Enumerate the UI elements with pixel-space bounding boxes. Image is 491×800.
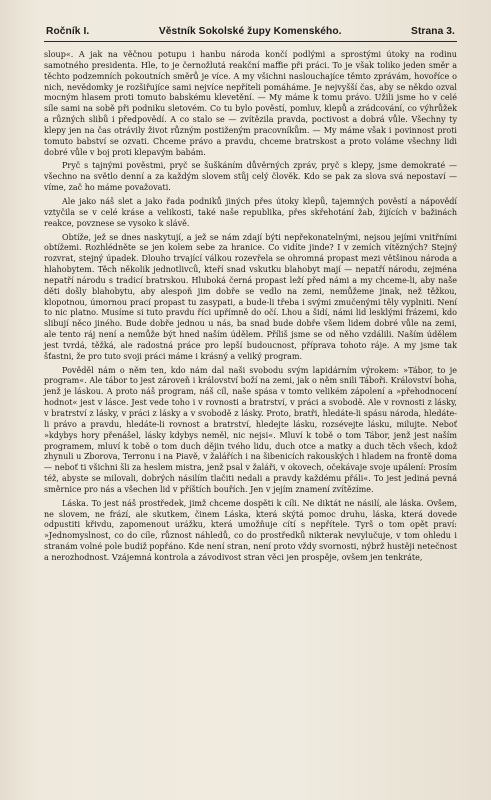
paragraph-3: Ale jako náš slet a jako řada podniků jiných přes útoky klepů, tajemných pověstí a nápovědí vztyčila se v celé kráse a velikosti, také naše republika, přes skřehotání žab, žijících v bažinách reakce, povznese se vysoko k slávě. — [44, 196, 457, 228]
volume-label: Ročník I. — [46, 26, 90, 37]
page-number: Strana 3. — [411, 26, 455, 37]
paragraph-2: Pryč s tajnými pověstmi, pryč se šuškáním důvěrných zpráv, pryč s klepy, jsme demokraté — všechno na světlo denní a za každým slovem stůj celý člověk. Kdo se pak za slova svá nepostaví — víme, zač ho máme považovati. — [44, 161, 457, 193]
journal-title: Věstník Sokolské župy Komenského. — [158, 26, 342, 37]
paragraph-1: sloup«. A jak na věčnou potupu i hanbu národa končí podlými a sprostými útoky na rodinu samotného presidenta. Hle, to je černožlutá reakční maffie při práci. To je však toliko jeden směr a těchto podzemních pokoutních směrů je více. A my všichni naslouchajíce těmto zprávám, hovoříce o nich, nevědomky je rozšiřujíce sami nejvíce nepříteli pomáháme. Je nejvyšší čas, aby se někdo ozval mocným hlasem proti tomuto babskému klevetění. — My máme k tomu právo. Užili jsme ho v celé síle sami na sobě při podniku sletovém. Co tu bylo pověstí, pomluv, klepů a zrádcování, co výhrůžek a různých slibů i předpovědí. A co stalo se — zvítězila pravda, poctivost a dobrá vůle. Všechny ty klepy jen na čas otrávily život různým postiženým pracovníkům. — My máme však i povinnost proti tomuto babství se ozvati. Chceme právo a pravdu, chceme bratrskost a proto voláme všechny lidi dobré vůle v boj proti klepavým babám. — [44, 50, 457, 157]
article-body — [44, 50, 457, 564]
paragraph-5: Pověděl nám o něm ten, kdo nám dal naši svobodu svým lapidárním výrokem: »Tábor, to je program«. Ale tábor to jest zároveň i království boží na zemi, jak o něm snili Táboři. Království boha, jenž je láskou. A proto náš program, náš cíl, naše spása v tomto velikém zápolení a »přehodnocení hodnot« jest v lásce. Jest vede toho i v rovnosti a bratrství, v práci a svobodě. Ale v rovnosti z lásky, v bratrství z lásky, v práci z lásky a v svobodě z lásky. Proto, bratři, hledáte-li spásu národa, hledáte-li právo a pravdu, hledáte-li rovnost a bratrství, hledejte lásku, rozsévejte lásku, milujte. Neboť »kdybys hory přenášel, lásky kdybys neměl, nic nejsi«. Mluví k tobě o tom Tábor, jenž jest naším programem, mluví k tobě o tom duch dějin tvého lidu, duch otce a matky a duch těch všech, kdož zhynuli u Zborova, Terronu i na Piavě, v žalářích i na šibenicích rakouských i hladem na frontě doma — neboť ti všichni šli za heslem mistra, jenž psal v žaláři, v okovech, očekávaje svoje upálení: Prosím též, abyste se milovali, dobrých násilím tlačiti nedali a pravdy každému přáli«. To jest jediná pevná směrnice pro nás a všechen lid v příštích bouřích. Jen v jejím znamení zvítězíme. — [44, 365, 457, 494]
paragraph-4: Obtíže, jež se dnes naskytují, a jež se nám zdají býti nepřekonatelnými, nejsou jejími vnitřními obtížemi. Rozhlédněte se jen kolem sebe za hranice. Co vidíte jinde? I v zemích vítězných? Stejný rozvrat, stejný úpadek. Dlouho trvající válkou rozevřela se ohromná propast mezi většinou národa a hlahobytem. Těch několik jednotlivců, kteří snad vskutku blahobyt mají — nepatří národu, zejména nepatří národu s tradicí bratrskou. Hluboká černá propast leží před námi a my chceme-li, aby naše děti došly blahobytu, aby alespoň jim dobře se vedlo na zemi, nemůžeme jinak, než těžkou, klopotnou, úmornou prací propast tu zasypati, a bude-li třeba i svými zmučenými těly vyplniti. Není to nic platno. Musíme si tuto pravdu říci upřímně do očí. Lhou a šidí, námi lid lesklými frázemi, kdo slibují něco jiného. Bude dobře jednou u nás, ba snad bude dobře všem lidem dobré vůle na zemi, ale tento ráj není a nemůže být hned naším údělem. Příliš jsme se od něho vzdálili. Naším údělem jest tvrdá, těžká, ale radostná práce pro lepší budoucnost, příprava tohoto ráje. A my jsme tak šťastni, že pro tuto svoji práci máme i krásný a veliký program. — [44, 232, 457, 361]
page-header — [44, 26, 457, 42]
paragraph-6: Láska. To jest náš prostředek, jimž chceme dospěti k cíli. Ne diktát ne násilí, ale láska. Ovšem, ne slovem, ne frází, ale skutkem, činem Láska, která skýtá pomoc druhu, láska, která dovede odpustiti křivdu, zapomenout urážku, která umožňuje cítí s nepřítele. Tyrš o tom opět praví: »Jednomyslnost, co do cíle, různost náhledů, co do prostředků nikterak nevylučuje, v tom ohledu i stranám volné pole budiž popřáno. Kde není stran, není proto vždy svornosti, nýbrž hustěji netečnost a nerozhodnost. Vzájemná kontrola a závodivost stran věci jen prospěje, ovšem jen tenkráte, — [44, 498, 457, 562]
